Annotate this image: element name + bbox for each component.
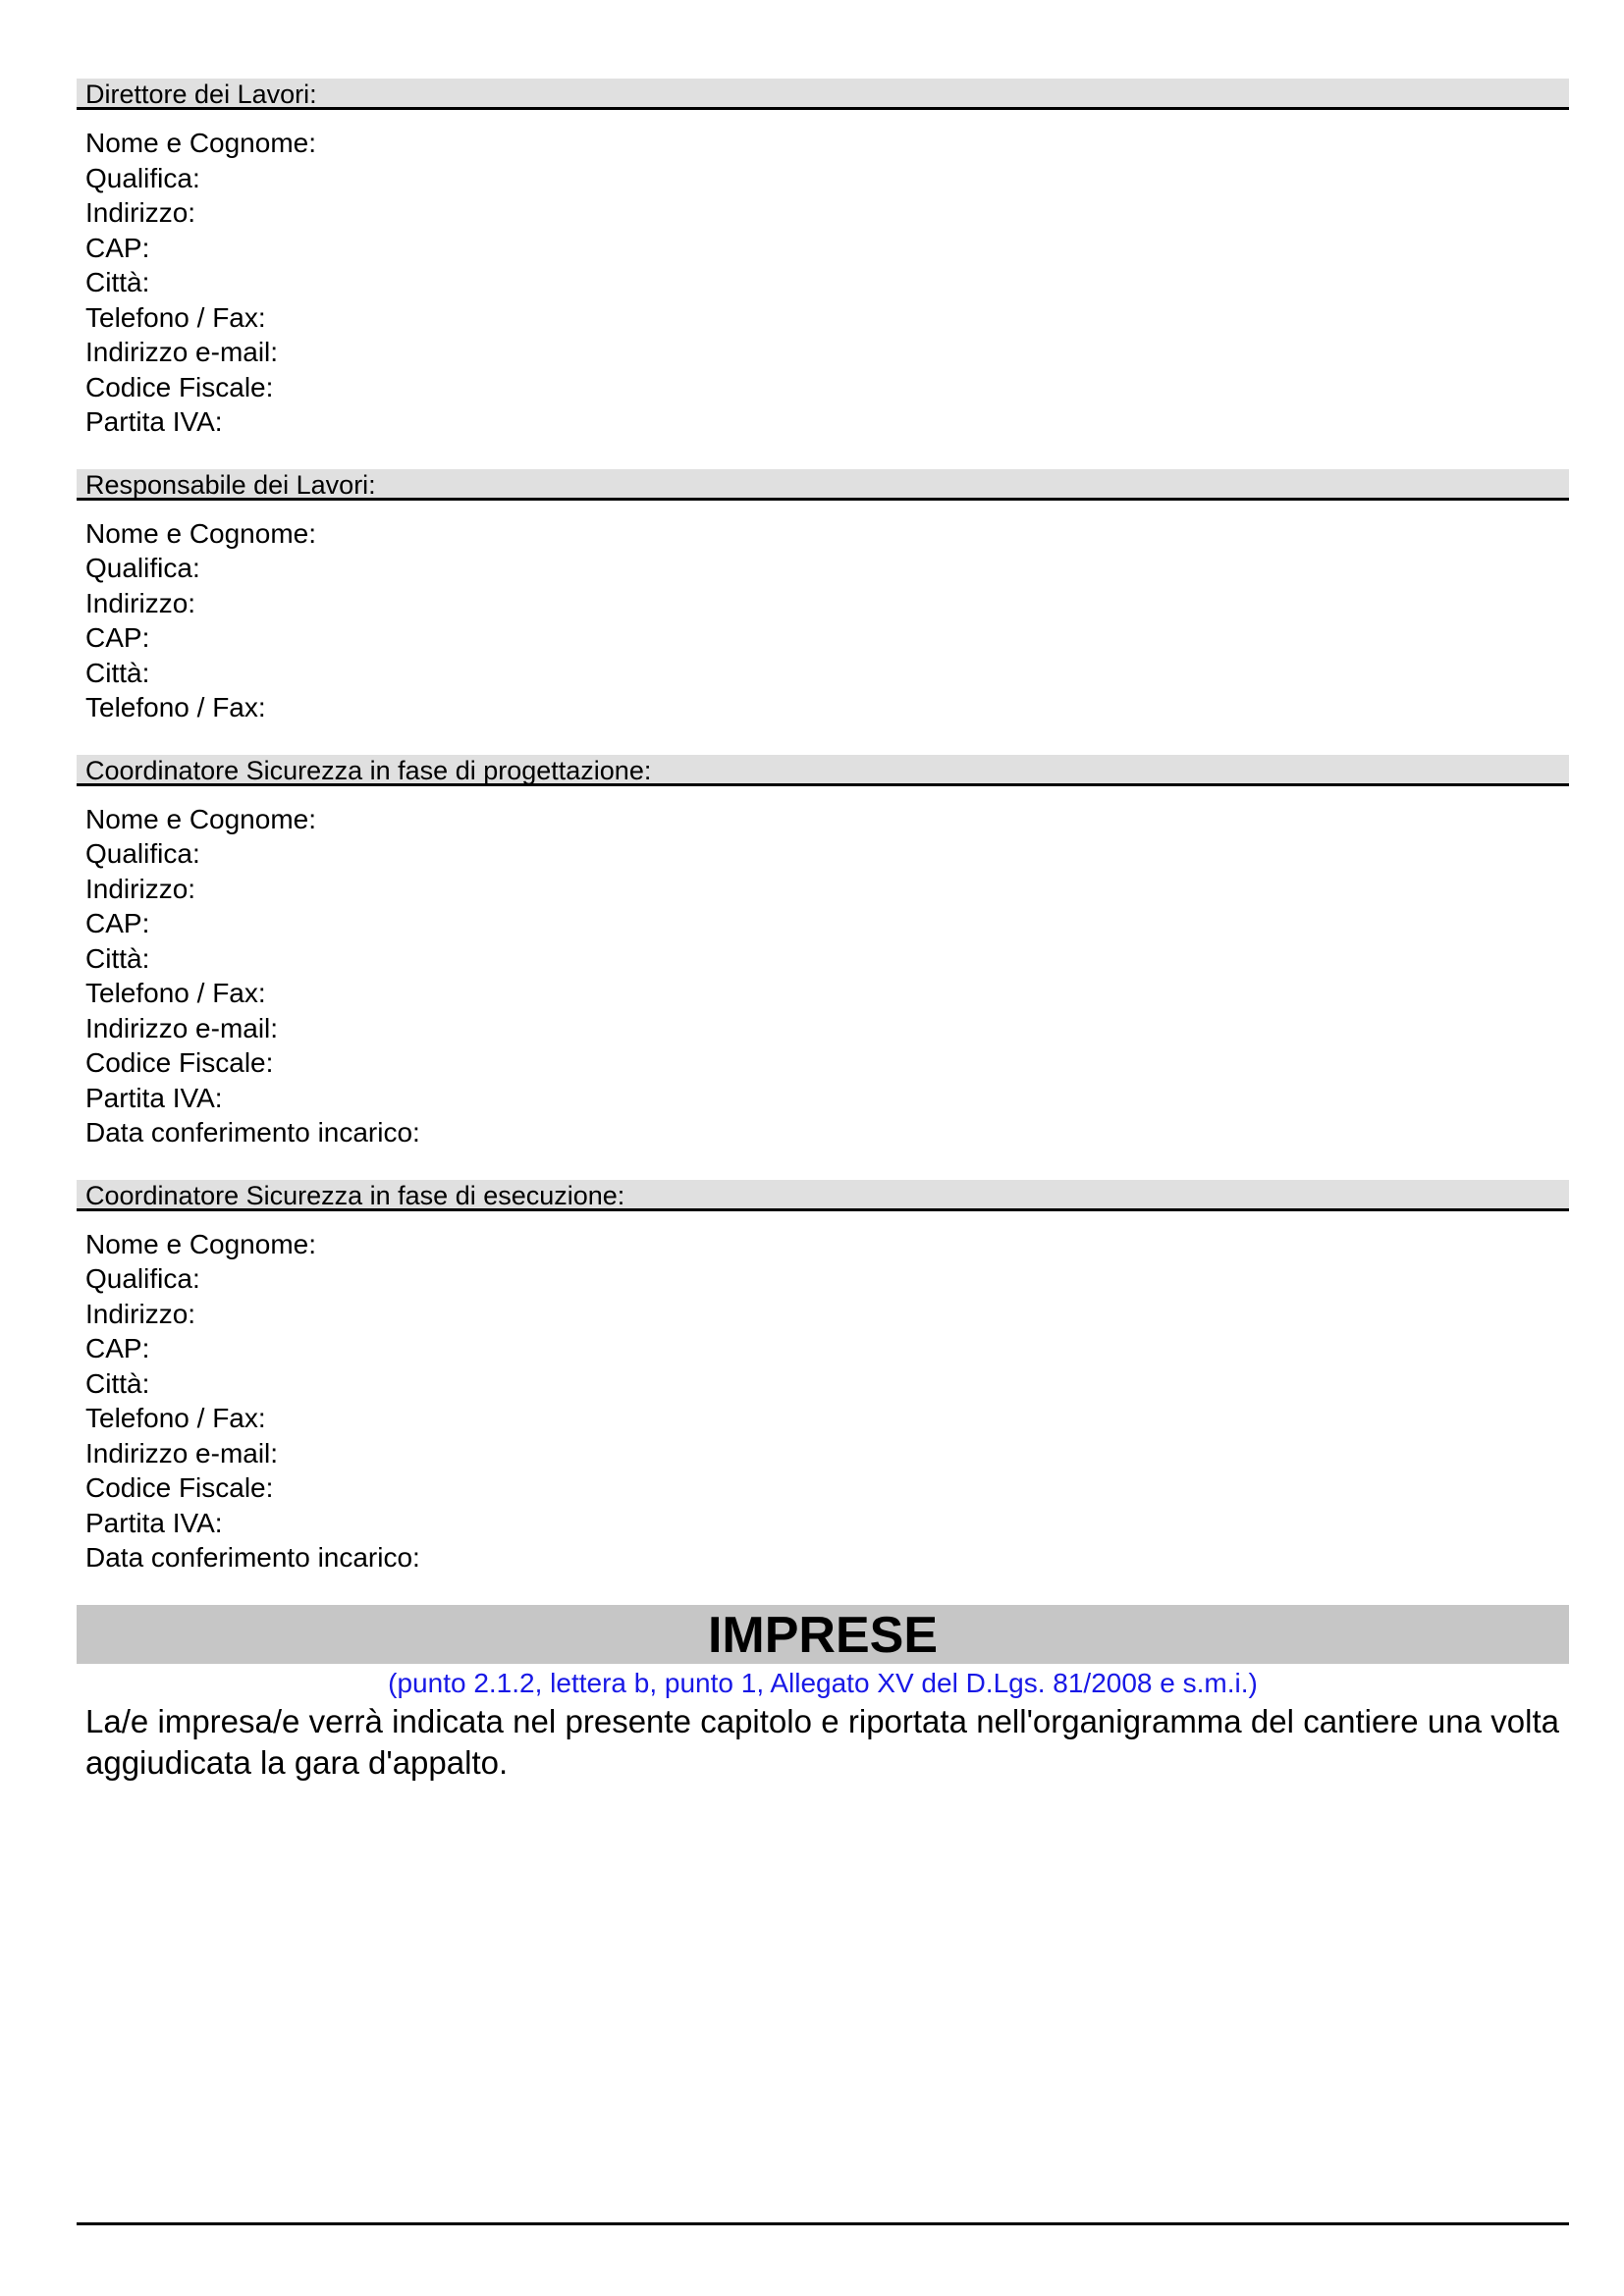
field-nome-cognome: Nome e Cognome: xyxy=(85,803,317,834)
field-list xyxy=(77,786,1569,1150)
field-telefono-fax: Telefono / Fax: xyxy=(85,978,266,1008)
field-cap: CAP: xyxy=(85,908,150,938)
field-nome-cognome: Nome e Cognome: xyxy=(85,1228,317,1259)
field-list xyxy=(77,1211,1569,1575)
field-citta: Città: xyxy=(85,267,150,297)
imprese-reference: (punto 2.1.2, lettera b, punto 1, Allegato XV del D.Lgs. 81/2008 e s.m.i.) xyxy=(388,1667,1258,1698)
field-cap: CAP: xyxy=(85,622,150,653)
field-codice-fiscale: Codice Fiscale: xyxy=(85,371,274,402)
field-list xyxy=(77,501,1569,725)
imprese-paragraph: La/e impresa/e verrà indicata nel presente capitolo e riportata nell'organigramma del cantiere una volta aggiudicata la gara d'appalto. xyxy=(85,1702,1559,1781)
field-data-incarico: Data conferimento incarico: xyxy=(85,1117,420,1148)
section-header: Direttore dei Lavori: xyxy=(77,79,1569,110)
field-telefono-fax: Telefono / Fax: xyxy=(85,301,266,333)
field-citta: Città: xyxy=(85,942,150,974)
field-nome-cognome: Nome e Cognome: xyxy=(85,517,317,549)
field-qualifica: Qualifica: xyxy=(85,162,200,193)
field-citta: Città: xyxy=(85,657,150,688)
field-partita-iva: Partita IVA: xyxy=(85,406,223,437)
field-nome-cognome: Nome e Cognome: xyxy=(85,128,317,158)
field-partita-iva: Partita IVA: xyxy=(85,1507,223,1538)
document-page xyxy=(77,79,1569,1784)
field-email: Indirizzo e-mail: xyxy=(85,1437,279,1468)
field-qualifica: Qualifica: xyxy=(85,1263,200,1294)
field-qualifica: Qualifica: xyxy=(85,838,200,869)
section-coordinatore-progettazione xyxy=(77,755,1569,1150)
field-indirizzo: Indirizzo: xyxy=(85,1298,196,1329)
field-qualifica: Qualifica: xyxy=(85,553,200,583)
section-header: Responsabile dei Lavori: xyxy=(77,469,1569,501)
field-data-incarico: Data conferimento incarico: xyxy=(85,1542,420,1573)
field-telefono-fax: Telefono / Fax: xyxy=(85,692,266,722)
section-header: Coordinatore Sicurezza in fase di esecuzione: xyxy=(77,1180,1569,1211)
section-responsabile-lavori xyxy=(77,469,1569,725)
field-email: Indirizzo e-mail: xyxy=(85,1012,279,1043)
field-list xyxy=(77,110,1569,440)
section-coordinatore-esecuzione xyxy=(77,1180,1569,1575)
field-cap: CAP: xyxy=(85,232,150,263)
field-partita-iva: Partita IVA: xyxy=(85,1082,223,1113)
field-indirizzo: Indirizzo: xyxy=(85,197,196,228)
footer-divider xyxy=(77,2222,1569,2225)
section-direttore-lavori xyxy=(77,79,1569,440)
field-indirizzo: Indirizzo: xyxy=(85,873,196,904)
field-telefono-fax: Telefono / Fax: xyxy=(85,1403,266,1433)
field-indirizzo: Indirizzo: xyxy=(85,587,196,618)
section-header: Coordinatore Sicurezza in fase di progettazione: xyxy=(77,755,1569,786)
field-codice-fiscale: Codice Fiscale: xyxy=(85,1472,274,1503)
field-codice-fiscale: Codice Fiscale: xyxy=(85,1047,274,1078)
imprese-heading: IMPRESE xyxy=(77,1605,1569,1664)
field-email: Indirizzo e-mail: xyxy=(85,337,279,367)
field-cap: CAP: xyxy=(85,1333,150,1363)
field-citta: Città: xyxy=(85,1367,150,1399)
